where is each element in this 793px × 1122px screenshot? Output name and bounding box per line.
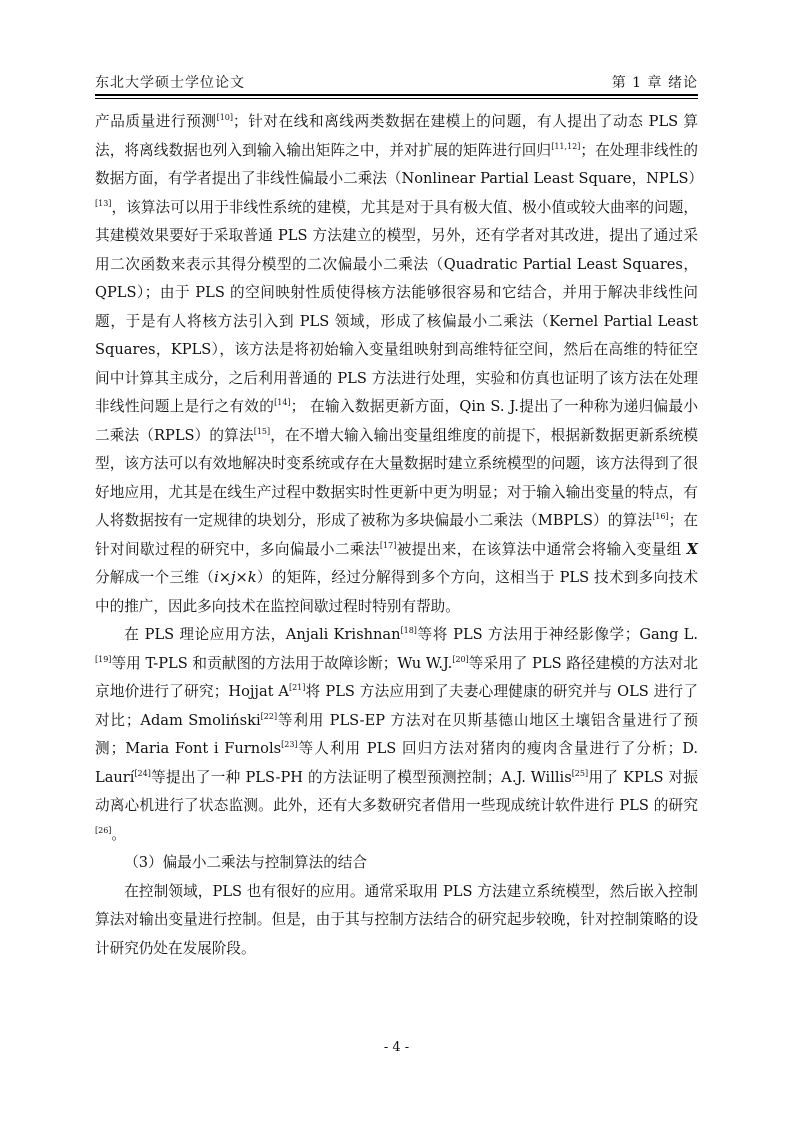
page-number: - 4 - — [383, 1040, 410, 1055]
math-variable: X — [686, 540, 698, 558]
section-subheading: （3）偏最小二乘法与控制算法的结合 — [124, 854, 367, 871]
text-run: 等提出了一种 PLS-PH 的方法证明了模型预测控制；A.J. Willis — [150, 768, 572, 786]
paragraph-pls-control: 在控制领域，PLS 也有很好的应用。通常采取用 PLS 方法建立系统模型，然后嵌入控制算法对输出变量进行控制。但是，由于其与控制方法结合的研究起步较晚，针对控制策略的设计研究仍处在发展阶段。 — [95, 882, 698, 957]
thesis-title-header: 东北大学硕士学位论文 — [95, 75, 245, 91]
text-run: 将 PLS 方法应用到了夫妻心理健康的研究并与 OLS 进行了对比；Adam Smoliński — [95, 683, 698, 729]
math-variable: j — [231, 569, 236, 586]
text-run: 被提出来，在该算法中通常会将输入变量组 — [396, 540, 687, 558]
text-run: 等将 PLS 方法用于神经影像学；Gang L. — [416, 626, 699, 643]
citation-ref: [17] — [379, 540, 397, 550]
math-variable: i — [214, 569, 219, 586]
page-header — [95, 70, 698, 96]
text-run: ）的矩阵，经过分解得到多个方向，这相当于 PLS 技术到多向技术中的推广，因此多向技术在监控间歇过程时特别有帮助。 — [95, 569, 698, 615]
citation-ref: [11,12] — [551, 141, 581, 151]
math-operator: × — [235, 569, 248, 586]
text-run: 等利用 PLS-EP 方法对在贝斯基德山地区土壤铝含量进行了预测；Maria Font i Furnols — [95, 711, 698, 757]
text-run: 分解成一个三维（ — [95, 569, 215, 586]
text-run: 等用 T-PLS 和贡献图的方法用于故障诊断；Wu W.J. — [111, 654, 453, 672]
citation-ref: [13] — [95, 198, 112, 208]
citation-ref: [26] — [95, 825, 112, 835]
citation-ref: [21] — [288, 683, 306, 692]
citation-ref: [23] — [281, 740, 298, 749]
text-run: 产品质量进行预测 — [95, 113, 217, 130]
citation-ref: [19] — [95, 654, 112, 664]
text-run: ；在针对间歇过程的研究中，多向偏最小二乘法 — [95, 512, 698, 558]
text-run: ；在处理非线性的数据方面，有学者提出了非线性偏最小二乘法（Nonlinear Partial Least Square，NPLS） — [95, 141, 704, 187]
text-run: 在 PLS 理论应用方法，Anjali Krishnan — [124, 626, 401, 643]
text-run: ；针对在线和离线两类数据在建模上的问题，有人提出了动态 PLS 算法，将离线数据也列入到输入输出矩阵之中，并对扩展的矩阵进行回归 — [95, 113, 698, 159]
citation-ref: [14] — [274, 398, 291, 407]
text-run: ，该算法可以用于非线性系统的建模，尤其是对于具有极大值、极小值或较大曲率的问题，其建模效果要好于采取普通 PLS 方法建立的模型，另外，还有学者对其改进，提出了通过采用二次函数来表示其得分模型的二次偏最小二乘法（Quadratic Partial Least Squares，QPLS）；由于 PLS 的空间映射性质使得核方法能够很容易和它结合，并用于解决非线性问题，于是有人将核方法引入到 PLS 领域，形成了核偏最小二乘法（Kernel Partial Least Squares，KPLS），该方法是将初始输入变量组映射到高维特征空间，然后在高维的特征空间中计算其主成分，之后利用普通的 PLS 方法进行处理，实验和仿真也证明了该方法在处理非线性问题上是行之有效的 — [95, 198, 698, 415]
citation-ref: [18] — [400, 626, 417, 635]
text-run: 用了 KPLS 对振动离心机进行了状态监测。此外，还有大多数研究者借用一些现成统计软件进行 PLS 的研究 — [95, 768, 698, 814]
text-run: 。 — [111, 825, 127, 843]
math-operator: × — [218, 569, 232, 586]
citation-ref: [22] — [260, 711, 278, 721]
citation-ref: [24] — [134, 768, 151, 778]
paragraph-pls-applications — [95, 621, 698, 849]
paragraph-pls-variants — [95, 108, 704, 621]
text-run: 等采用了 PLS 路径建模的方法对北京地价进行了研究；Hojjat A — [95, 654, 698, 700]
citation-ref: [15] — [253, 426, 271, 436]
math-variable: k — [247, 569, 257, 586]
citation-ref: [10] — [216, 113, 234, 122]
citation-ref: [16] — [652, 512, 669, 521]
text-run: ，在不增大输入输出变量组维度的前提下，根据新数据更新系统模型，该方法可以有效地解决时变系统或存在大量数据时建立系统模型的问题，该方法得到了很好地应用，尤其是在线生产过程中数据实时性更新中更为明显；对于输入输出变量的特点，有人将数据按有一定规律的块划分，形成了被称为多块偏最小二乘法（MBPLS）的算法 — [95, 426, 698, 529]
chapter-title-header: 第 1 章 绪论 — [611, 75, 698, 91]
citation-ref: [20] — [452, 654, 469, 664]
text-run: ； 在输入数据更新方面，Qin S. J.提出了一种称为递归偏最小二乘法（RPLS）的算法 — [95, 398, 698, 444]
text-run: 等人利用 PLS 回归方法对猪肉的瘦肉含量进行了分析；D. Laurí — [95, 740, 699, 786]
body-text — [95, 108, 704, 963]
citation-ref: [25] — [571, 768, 589, 778]
